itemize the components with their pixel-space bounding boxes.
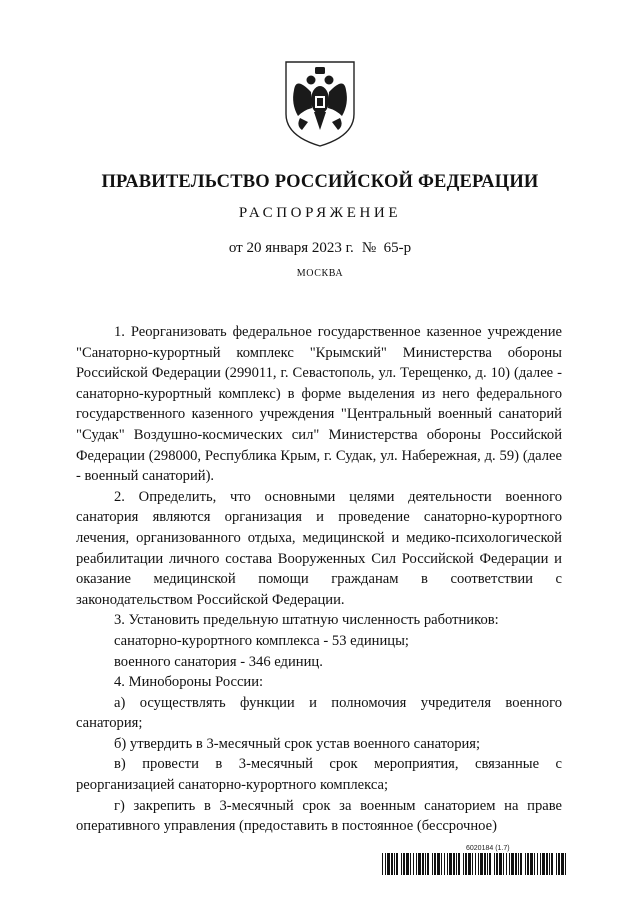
number-sign: № (361, 240, 377, 256)
document-code: 6020184 (1.7) (466, 845, 510, 852)
paragraph-3: 3. Установить предельную штатную численность работников: (114, 612, 499, 629)
document-date: от 20 января 2023 г. (228, 240, 354, 256)
paragraph-4: 4. Минобороны России: (114, 674, 264, 691)
coat-of-arms-emblem (282, 56, 358, 148)
document-number: 65-р (383, 240, 412, 256)
government-title: ПРАВИТЕЛЬСТВО РОССИЙСКОЙ ФЕДЕРАЦИИ (101, 172, 539, 192)
paragraph-4-item-g: г) закрепить в 3-месячный срок за военным санаторием на праве оперативного управления (предоставить в постоянное (бессрочное) (76, 797, 562, 835)
document-type: РАСПОРЯЖЕНИЕ (238, 205, 402, 221)
paragraph-1: 1. Реорганизовать федеральное государственное казенное учреждение "Санаторно-курортный комплекс "Крымский" Министерства обороны Российской Федерации (299011, г. Севастополь, ул. Терещенко, д. 10) (далее - санаторно-курортный комплекс) в форме выделения из него федерального государственного казенного учреждения "Центральный военный санаторий "Судак" Воздушно-космических сил" Министерства обороны Российской Федерации (298000, Республика Крым, г. Судак, ул. Набережная, д. 59) (далее - военный санаторий). (76, 324, 562, 485)
document-body (76, 322, 562, 837)
paragraph-2: 2. Определить, что основными целями деятельности военного санатория являются организация и проведение санаторно-курортного лечения, организованного отдыха, медицинской и медико-психологической реабилитации личного состава Вооруженных Сил Российской Федерации и оказание медицинской помощи гражданам в соответствии с законодательством Российской Федерации. (76, 488, 562, 608)
paragraph-3-item-1: санаторно-курортного комплекса - 53 единицы; (114, 632, 409, 649)
paragraph-3-item-2: военного санатория - 346 единиц. (114, 653, 323, 670)
document-city: МОСКВА (296, 268, 344, 279)
paragraph-4-item-v: в) провести в 3-месячный срок мероприятия, связанные с реорганизацией санаторно-курортного комплекса; (76, 756, 562, 794)
paragraph-4-item-a: а) осуществлять функции и полномочия учредителя военного санатория; (76, 694, 562, 732)
document-date-number (0, 240, 640, 257)
paragraph-4-item-b: б) утвердить в 3-месячный срок устав военного санатория; (114, 735, 481, 752)
barcode (382, 853, 566, 875)
